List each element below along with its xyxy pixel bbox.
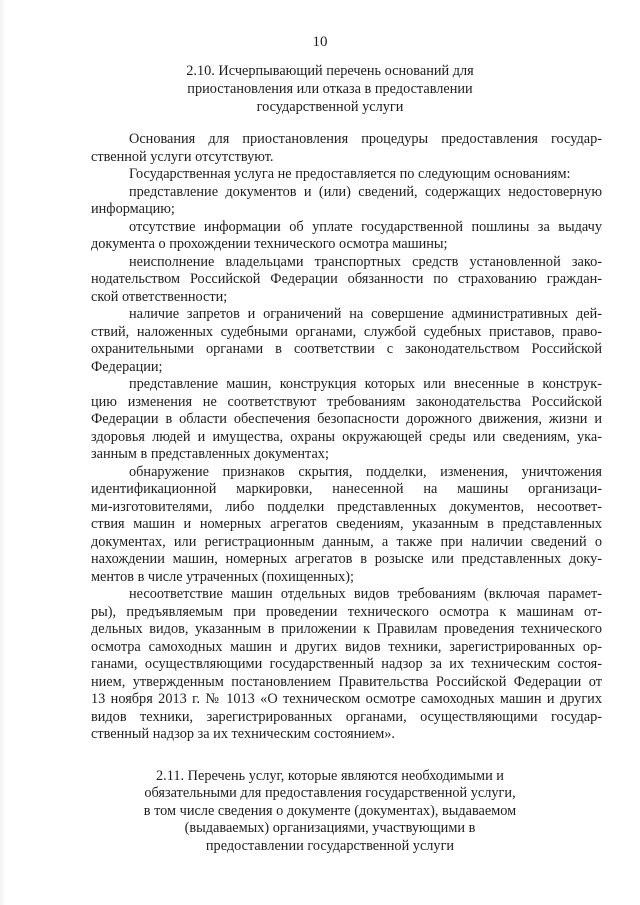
text-line: ментов в числе утраченных (похищенных); — [91, 568, 354, 585]
text-line: документах, или регистрационным данным, а также при наличии сведений о — [91, 533, 602, 550]
text-line: ственный надзор за их техническим состоянием». — [91, 726, 395, 742]
text-line: нодательством Российской Федерации обязанности по страхованию граждан- — [91, 271, 602, 287]
text-line: здоровья людей и имущества, охраны окружающей среды или сведениям, ука- — [91, 428, 602, 445]
heading-line: в том числе сведения о документе (документах), выдаваемом — [143, 802, 517, 819]
heading-line: предоставлении государственной услуги — [205, 837, 455, 854]
text-line: нахождении машин, номерных агрегатов в розыске или представленных доку- — [91, 551, 602, 567]
scan-edge-shadow — [0, 0, 6, 905]
heading-line: 2.10. Исчерпывающий перечень оснований для — [186, 63, 474, 79]
text-line: ми-изготовителями, либо подделки представленных документов, несоответ- — [91, 498, 602, 515]
text-line: обнаружение признаков скрытия, подделки, изменения, уничтожения — [129, 463, 602, 480]
text-line: документа о прохождении технического осмотра машины; — [91, 236, 448, 252]
heading-line: обязательными для предоставления государственной услуги, — [144, 785, 516, 802]
section-2-11-heading — [80, 768, 580, 855]
page-number: 10 — [312, 34, 328, 50]
text-line: неисполнение владельцами транспортных средств установленной зако- — [129, 253, 602, 270]
text-line: ственной услуги отсутствуют. — [91, 148, 274, 165]
text-line: Федерации в области обеспечения безопасности дорожного движения, жизни и — [91, 411, 602, 427]
text-line: отсутствие информации об уплате государственной пошлины за выдачу — [129, 218, 602, 235]
text-line: представление документов и (или) сведений, содержащих недостоверную — [129, 183, 602, 200]
heading-line: государственной услуги — [256, 99, 404, 115]
text-line: охранительными органами в соответствии с законодательством Российской — [91, 341, 602, 357]
text-line: видов техники, зарегистрированных органами, осуществляющими государ- — [91, 708, 602, 725]
text-line: занным в представленных документах; — [91, 446, 329, 462]
text-line: осмотра самоходных машин и других видов техники, зарегистрированных ор- — [91, 638, 602, 655]
section-2-10-heading — [80, 62, 580, 116]
text-line: ской ответственности; — [91, 288, 228, 305]
text-line: наличие запретов и ограничений на совершение административных дей- — [129, 306, 602, 322]
text-line: дельных видов, указанным в приложении к Правилам проведения технического — [91, 621, 602, 637]
text-line: цию изменения не соответствуют требованиям законодательства Российской — [91, 393, 602, 410]
text-line: нием, утвержденным постановлением Правительства Российской Федерации от — [91, 673, 602, 690]
heading-line: приостановления или отказа в предоставлении — [187, 81, 473, 97]
heading-line: (выдаваемых) организациями, участвующими в — [184, 820, 476, 837]
text-line: идентификационной маркировки, нанесенной на машины организаци- — [91, 481, 602, 497]
heading-line: 2.11. Перечень услуг, которые являются необходимыми и — [156, 768, 504, 784]
text-line: несоответствие машин отдельных видов требованиям (включая парамет- — [129, 586, 602, 602]
section-2-10-body — [91, 131, 602, 744]
text-line: представление машин, конструкция которых или внесенные в конструк- — [129, 376, 602, 392]
text-line: информацию; — [91, 201, 175, 217]
text-line: ганами, осуществляющими государственный надзор за их техническим состоя- — [91, 656, 602, 672]
text-line: Государственная услуга не предоставляется по следующим основаниям: — [129, 166, 571, 182]
text-line: Федерации; — [91, 358, 163, 375]
text-line: ствия машин и номерных агрегатов сведениям, указанным в представленных — [91, 516, 602, 532]
text-line: ры), предъявляемым при проведении технического осмотра к машинам от- — [91, 603, 602, 620]
text-line: Основания для приостановления процедуры предоставления государ- — [129, 131, 602, 147]
text-line: ствий, наложенных судебными органами, службой судебных приставов, право- — [91, 323, 602, 340]
text-line: 13 ноября 2013 г. № 1013 «О техническом осмотре самоходных машин и других — [91, 691, 602, 707]
